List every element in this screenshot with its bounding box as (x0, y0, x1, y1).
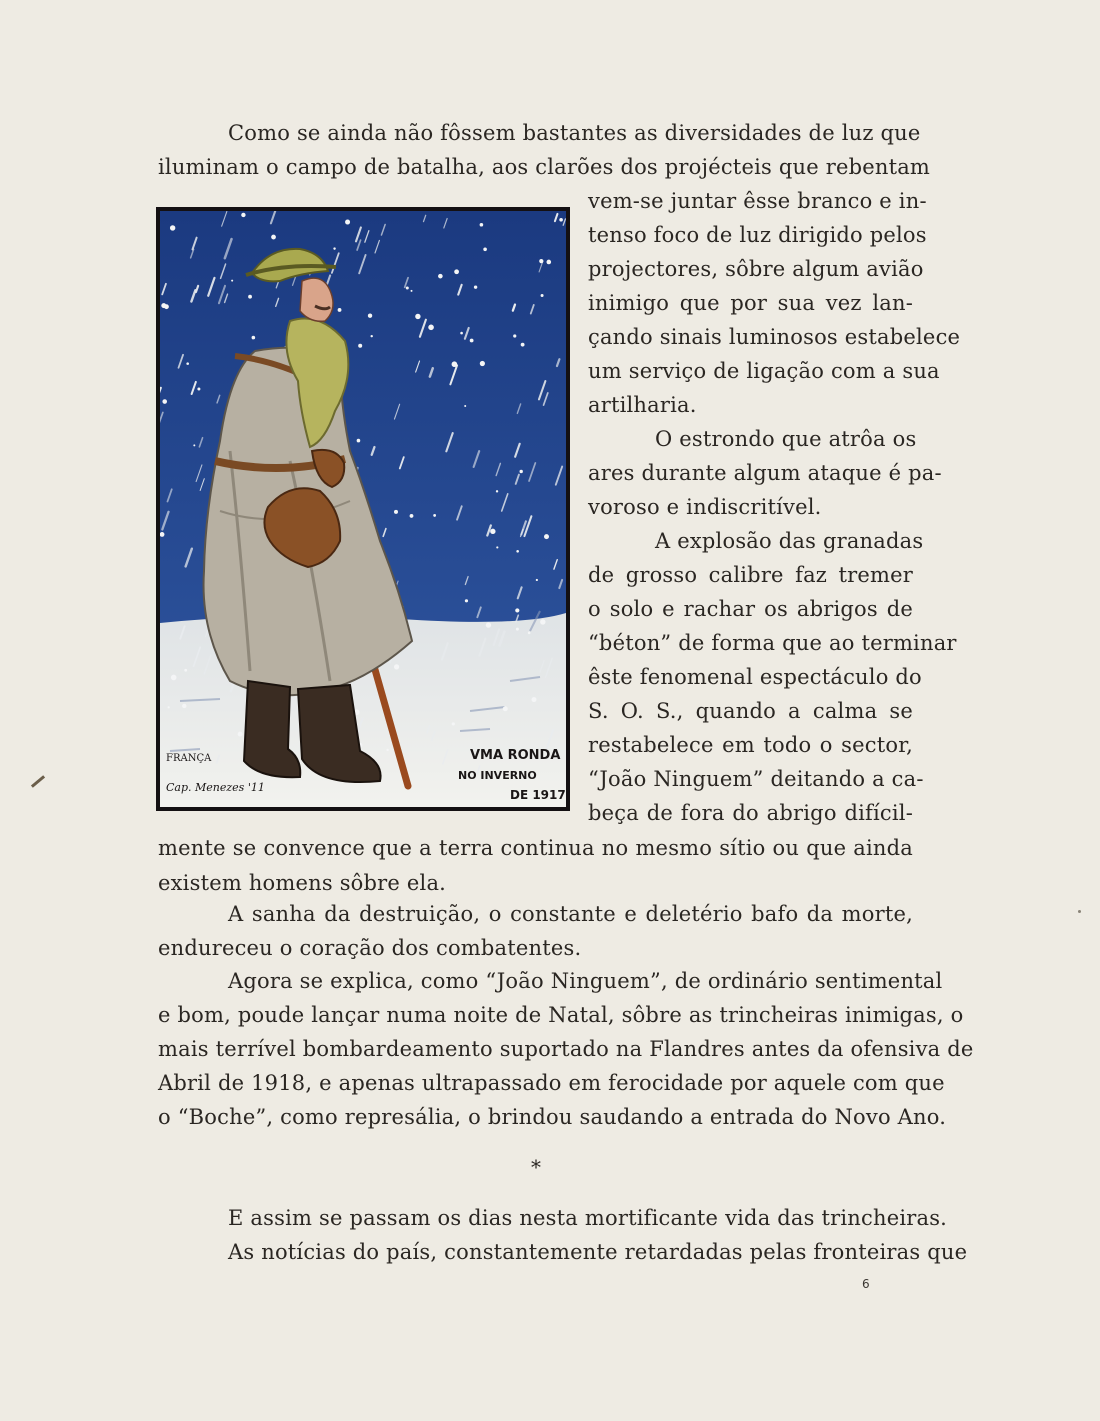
snowflake (252, 336, 256, 340)
text-line: O estrondo que atrôa os (655, 427, 917, 451)
snowflake (406, 287, 409, 290)
snowflake (368, 314, 372, 318)
snowflake (486, 622, 491, 627)
snowflake (465, 599, 468, 602)
text-line: çando sinais luminosos estabelece (588, 325, 961, 349)
snowflake (171, 675, 177, 681)
snowflake (394, 664, 399, 669)
text-line: “béton” de forma que ao terminar (588, 631, 957, 655)
snowflake (496, 546, 498, 548)
snowflake (474, 285, 477, 288)
text-line: A sanha da destruição, o constante e deletério bafo da morte, (228, 902, 913, 926)
snowflake (521, 343, 525, 347)
caption-line: VMA RONDA (470, 748, 561, 763)
text-line: projectores, sôbre algum avião (588, 257, 924, 281)
snowflake (197, 388, 200, 391)
section-divider: * (531, 1155, 541, 1179)
snowflake (531, 697, 536, 702)
text-line: A explosão das granadas (655, 529, 924, 553)
snowflake (357, 439, 361, 443)
margin-pencil-mark (31, 775, 45, 788)
text-line: Abril de 1918, e apenas ultrapassado em ferocidade por aquele com que (158, 1071, 945, 1095)
snowflake (241, 213, 245, 217)
snowflake (193, 444, 195, 446)
snowflake (503, 706, 508, 711)
text-line: S. O. S., quando a calma se (588, 699, 913, 723)
snowflake (536, 579, 538, 581)
text-line: mais terrível bombardeamento suportado na Flandres antes da ofensiva de (158, 1037, 974, 1061)
snowflake (559, 218, 563, 222)
snowflake (338, 308, 342, 312)
soldier-snow-illustration (156, 207, 570, 811)
text-line: existem homens sôbre ela. (158, 871, 447, 895)
snowflake (483, 248, 487, 252)
text-line: beça de fora do abrigo difícil- (588, 801, 913, 825)
snowflake (496, 490, 498, 492)
snowflake (415, 314, 420, 319)
text-line: Como se ainda não fôssem bastantes as diversidades de luz que (228, 121, 921, 145)
snowflake (345, 220, 350, 225)
snowflake (460, 332, 463, 335)
text-line: um serviço de ligação com a sua (588, 359, 940, 383)
text-line: mente se convence que a terra continua no mesmo sítio ou que ainda (158, 836, 913, 860)
snowflake (490, 529, 495, 534)
paper-speck (1078, 910, 1081, 913)
caption-line: DE 1917 (510, 788, 566, 802)
text-line: e bom, poude lançar numa noite de Natal, sôbre as trincheiras inimigas, o (158, 1003, 964, 1027)
text-line: As notícias do país, constantemente retardadas pelas fronteiras que (228, 1240, 968, 1264)
snowflake (516, 550, 519, 553)
snowflake (480, 223, 484, 227)
signature-line: Cap. Menezes '11 (166, 781, 265, 794)
snowflake (170, 225, 175, 230)
snowflake (452, 361, 458, 367)
text-line: artilharia. (588, 393, 697, 417)
snowflake (168, 706, 170, 708)
snowflake (470, 339, 474, 343)
text-line: vem-se juntar êsse branco e in- (588, 189, 927, 213)
snowflake (519, 470, 522, 473)
snowflake (433, 514, 436, 517)
snowflake (394, 510, 398, 514)
page-number: 6 (862, 1277, 870, 1291)
snowflake (464, 405, 466, 407)
snowflake (541, 294, 544, 297)
snowflake (184, 669, 187, 672)
text-line: restabelece em todo o sector, (588, 733, 913, 757)
snowflake (161, 303, 166, 308)
snowflake (371, 335, 373, 337)
illustration-artwork (160, 211, 566, 807)
snowflake (248, 295, 252, 299)
snowflake (544, 534, 549, 539)
signature-line: FRANÇA (166, 753, 212, 764)
snowflake (182, 704, 186, 708)
text-line: tenso foco de luz dirigido pelos (588, 223, 927, 247)
snowflake (231, 280, 233, 282)
text-line: E assim se passam os dias nesta mortificante vida das trincheiras. (228, 1206, 948, 1230)
snowflake (386, 749, 388, 751)
snowflake (513, 334, 516, 337)
snowflake (333, 247, 335, 249)
snowflake (528, 632, 531, 635)
text-line: voroso e indiscritível. (588, 495, 822, 519)
snowflake (516, 628, 519, 631)
snowflake (186, 362, 189, 365)
snowflake (454, 269, 459, 274)
snowflake (271, 235, 276, 240)
snowflake (411, 290, 413, 292)
snowflake (515, 608, 519, 612)
text-line: de grosso calibre faz tremer (588, 563, 913, 587)
snowflake (539, 259, 543, 263)
snowflake (428, 325, 434, 331)
text-line: ares durante algum ataque é pa- (588, 461, 942, 485)
text-line: iluminam o campo de batalha, aos clarões dos projécteis que rebentam (158, 155, 931, 179)
snowflake (480, 361, 485, 366)
snowflake (238, 732, 243, 737)
text-line: o “Boche”, como represália, o brindou saudando a entrada do Novo Ano. (158, 1105, 947, 1129)
snowflake (358, 344, 362, 348)
text-line: inimigo que por sua vez lan- (588, 291, 913, 315)
snowflake (540, 619, 545, 624)
snowflake (452, 722, 455, 725)
text-line: Agora se explica, como “João Ninguem”, de ordinário sentimental (228, 969, 943, 993)
caption-line: NO INVERNO (458, 769, 537, 782)
snowflake (546, 260, 551, 265)
snowflake (438, 274, 443, 279)
snowflake (410, 514, 414, 518)
text-line: endureceu o coração dos combatentes. (158, 936, 582, 960)
text-line: o solo e rachar os abrigos de (588, 597, 913, 621)
text-line: “João Ninguem” deitando a ca- (588, 767, 924, 791)
text-line: êste fenomenal espectáculo do (588, 665, 922, 689)
snowflake (162, 399, 167, 404)
